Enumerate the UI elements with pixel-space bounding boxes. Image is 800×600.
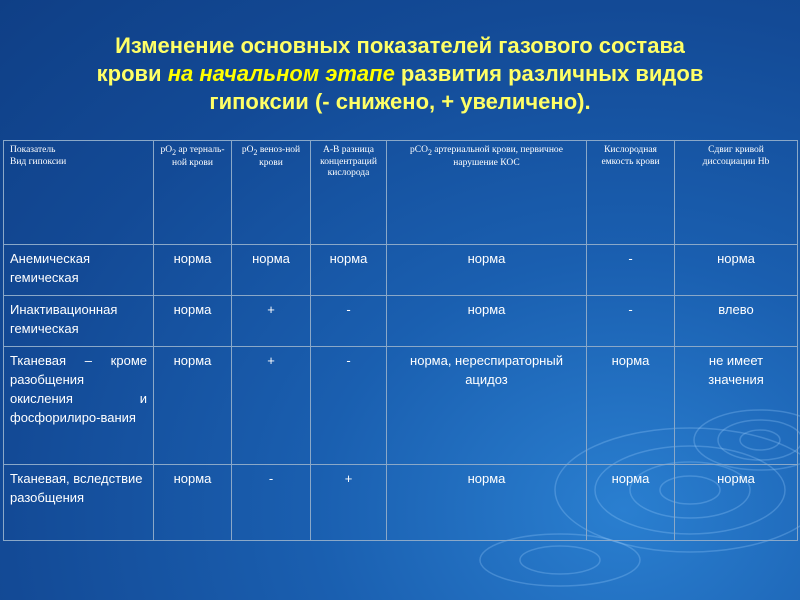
cell-po2-arterial: норма	[154, 465, 232, 541]
cell-oxygen-capacity: норма	[587, 347, 675, 465]
cell-oxygen-capacity: норма	[587, 465, 675, 541]
header-po2-arterial: $рО_2$ ар терналь-ной крови	[154, 141, 232, 245]
cell-hb-curve-shift: норма	[675, 465, 798, 541]
table-row	[4, 245, 798, 296]
table-row	[4, 347, 798, 465]
cell-pco2: норма	[387, 465, 587, 541]
slide-title	[20, 32, 780, 116]
header-pco2: рСО$_2$ артериальной крови, первичное нарушение КОС	[387, 141, 587, 245]
title-line-2-end: развития различных видов	[394, 61, 704, 86]
cell-po2-arterial: норма	[154, 245, 232, 296]
table-header-row	[4, 141, 798, 245]
cell-po2-venous: норма	[232, 245, 311, 296]
cell-po2-arterial: норма	[154, 296, 232, 347]
header-oxygen-capacity: Кислородная емкость крови	[587, 141, 675, 245]
cell-hb-curve-shift: влево	[675, 296, 798, 347]
cell-pco2: норма, нереспираторный ацидоз	[387, 347, 587, 465]
header-indicator-type	[4, 141, 154, 245]
cell-po2-venous: +	[232, 347, 311, 465]
cell-hypoxia-type: Инактивационная гемическая	[4, 296, 154, 347]
header-hypoxia-type: Вид гипоксии	[10, 156, 67, 167]
title-line-2	[20, 60, 780, 88]
header-indicator: Показатель	[10, 145, 56, 155]
cell-hypoxia-type: Тканевая, вследствие разобщения	[4, 465, 154, 541]
table-row	[4, 296, 798, 347]
cell-po2-venous: +	[232, 296, 311, 347]
header-po2-venous: $рО_2$ веноз-ной крови	[232, 141, 311, 245]
cell-po2-arterial: норма	[154, 347, 232, 465]
title-line-1: Изменение основных показателей газового состава	[115, 33, 685, 58]
cell-hb-curve-shift: норма	[675, 245, 798, 296]
cell-av-difference: -	[311, 296, 387, 347]
cell-av-difference: норма	[311, 245, 387, 296]
cell-hb-curve-shift: не имеет значения	[675, 347, 798, 465]
table-row	[4, 465, 798, 541]
cell-hypoxia-type: Тканевая – кроме разобщения окисления и фосфорилиро-вания	[4, 347, 154, 465]
cell-pco2: норма	[387, 245, 587, 296]
cell-pco2: норма	[387, 296, 587, 347]
cell-oxygen-capacity: -	[587, 296, 675, 347]
header-av-difference: А-В разница концентраций кислорода	[311, 141, 387, 245]
title-highlight: на начальном этапе	[167, 61, 395, 86]
title-line-2-start: крови	[96, 61, 168, 86]
title-line-3: гипоксии (- снижено, + увеличено).	[209, 89, 591, 114]
cell-po2-venous: -	[232, 465, 311, 541]
blood-gas-table	[3, 140, 798, 541]
cell-av-difference: +	[311, 465, 387, 541]
cell-av-difference: -	[311, 347, 387, 465]
cell-hypoxia-type: Анемическая гемическая	[4, 245, 154, 296]
cell-oxygen-capacity: -	[587, 245, 675, 296]
header-hb-curve-shift: Сдвиг кривой диссоциации Hb	[675, 141, 798, 245]
